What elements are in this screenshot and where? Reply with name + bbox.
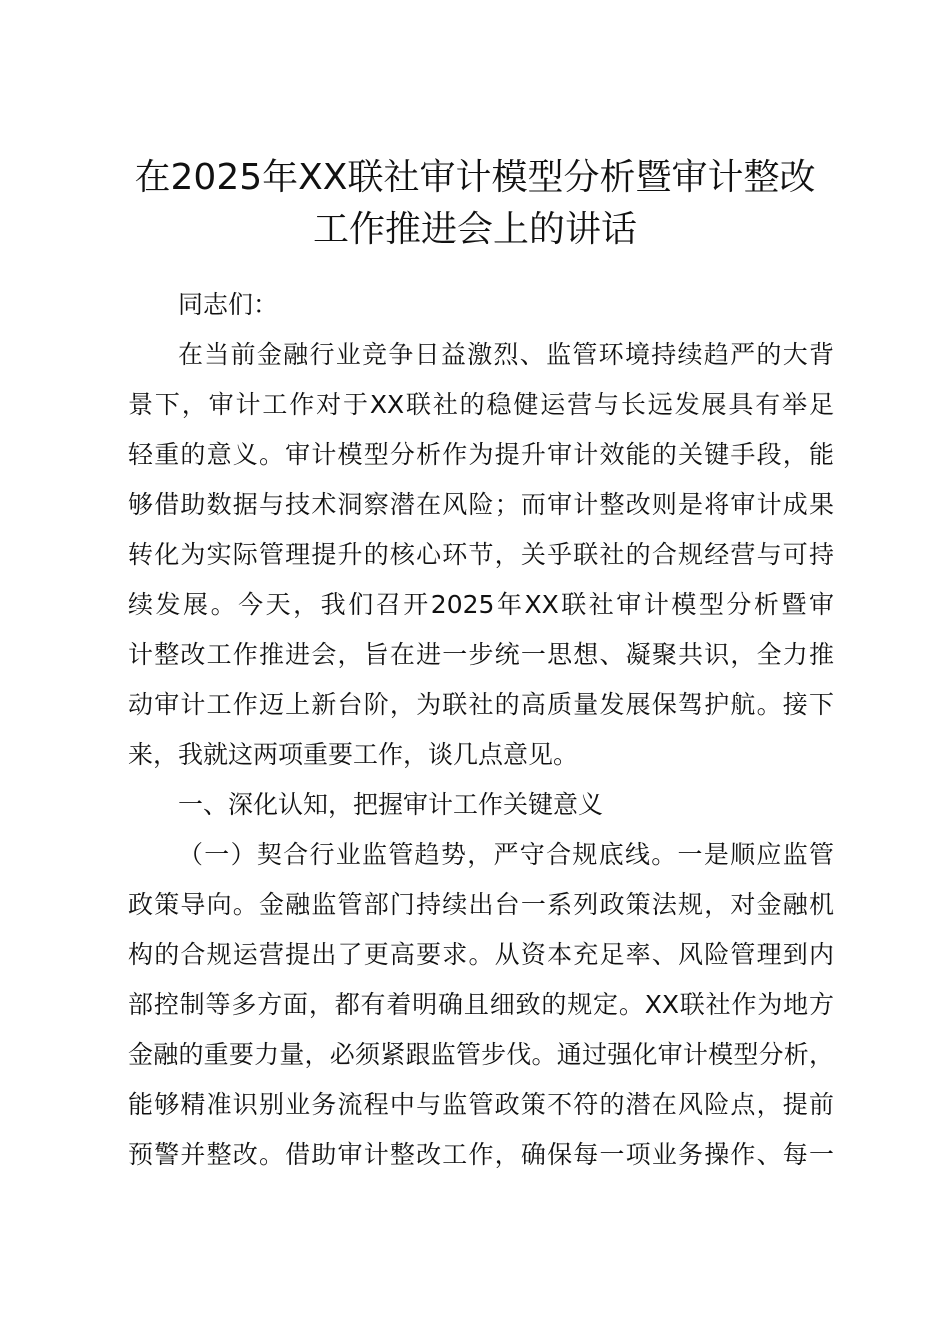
paragraph-line: 轻重的意义。审计模型分析作为提升审计效能的关键手段，能 xyxy=(128,440,834,469)
paragraph-line: 够借助数据与技术洞察潜在风险；而审计整改则是将审计成果 xyxy=(128,490,834,519)
paragraph-line: 在当前金融行业竞争日益激烈、监管环境持续趋严的大背 xyxy=(178,340,834,369)
salutation: 同志们： xyxy=(178,290,279,319)
paragraph-line: 构的合规运营提出了更高要求。从资本充足率、风险管理到内 xyxy=(128,940,834,969)
document-title-line-1: 在2025年XX联社审计模型分析暨审计整改 xyxy=(134,157,816,198)
paragraph-line: 续发展。今天，我们召开2025年XX联社审计模型分析暨审 xyxy=(128,590,834,619)
document-title-line-2: 工作推进会上的讲话 xyxy=(312,209,637,250)
paragraph-line: 转化为实际管理提升的核心环节，关乎联社的合规经营与可持 xyxy=(128,540,834,569)
paragraph-line: 金融的重要力量，必须紧跟监管步伐。通过强化审计模型分析， xyxy=(128,1040,834,1069)
paragraph-line: 景下，审计工作对于XX联社的稳健运营与长远发展具有举足 xyxy=(128,390,834,419)
paragraph-line: 来，我就这两项重要工作，谈几点意见。 xyxy=(128,740,579,769)
paragraph-line: 预警并整改。借助审计整改工作，确保每一项业务操作、每一 xyxy=(128,1140,834,1169)
paragraph-line: 能够精准识别业务流程中与监管政策不符的潜在风险点，提前 xyxy=(128,1090,834,1119)
section-heading: 一、深化认知，把握审计工作关键意义 xyxy=(178,790,604,819)
paragraph-line: 部控制等多方面，都有着明确且细致的规定。XX联社作为地方 xyxy=(128,990,834,1019)
paragraph-line: 政策导向。金融监管部门持续出台一系列政策法规，对金融机 xyxy=(128,890,834,919)
paragraph-line: 动审计工作迈上新台阶，为联社的高质量发展保驾护航。接下 xyxy=(128,690,834,719)
paragraph-line: 计整改工作推进会，旨在进一步统一思想、凝聚共识，全力推 xyxy=(128,640,834,669)
subsection-line: （一）契合行业监管趋势，严守合规底线。一是顺应监管 xyxy=(178,840,834,869)
